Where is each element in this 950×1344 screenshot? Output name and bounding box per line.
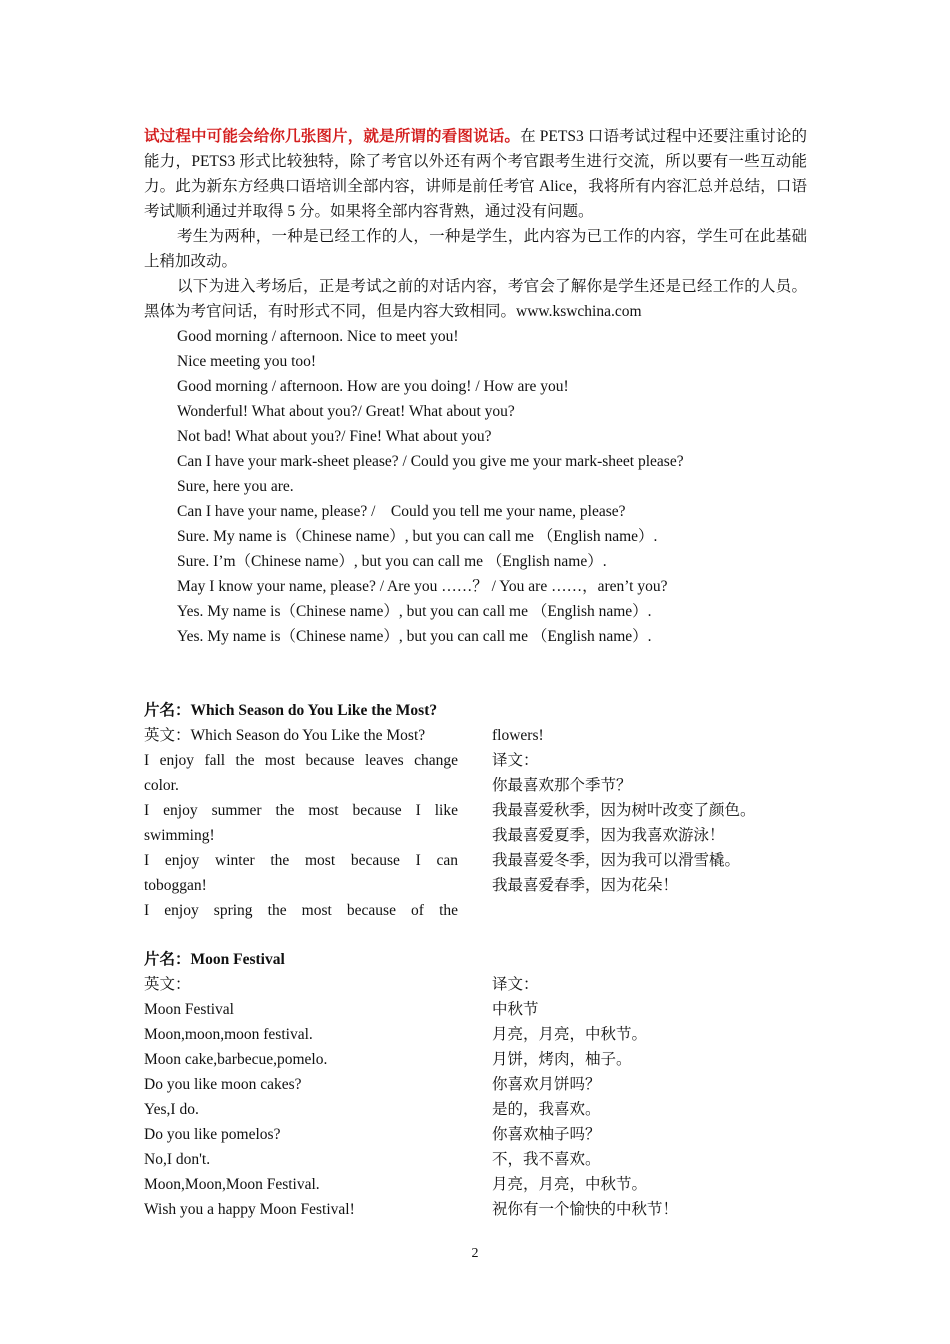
section1-english-label: 英文： (144, 727, 191, 744)
section1-translation-label: 译文： (492, 752, 539, 769)
section2-translation-line: 月亮，月亮，中秋节。 (492, 1176, 648, 1193)
section1-english-heading (144, 723, 458, 748)
section1-title-label: 片名： (144, 702, 191, 719)
dialogue-line: Good morning / afternoon. How are you doing! / How are you! (177, 378, 569, 395)
section1-english-line: I enjoy spring the most because of the (144, 902, 458, 919)
section2-translation-line: 月饼，烤肉，柚子。 (492, 1051, 632, 1068)
section2-english-line: Moon Festival (144, 1001, 234, 1018)
section2-title (144, 947, 285, 972)
dialogue-line: Not bad! What about you?/ Fine! What about you? (177, 428, 492, 445)
intro-paragraph-1 (144, 124, 807, 224)
section1-translation-line: 我最喜爱冬季，因为我可以滑雪橇。 (492, 852, 741, 869)
dialogue-line: Good morning / afternoon. Nice to meet you! (177, 328, 459, 345)
section2-english-line: Moon,Moon,Moon Festival. (144, 1176, 320, 1193)
section1-title-text: Which Season do You Like the Most? (190, 702, 438, 719)
section1-title (144, 698, 437, 723)
section2-english-line: Moon,moon,moon festival. (144, 1026, 313, 1043)
section2-english-line: No,I don't. (144, 1151, 211, 1168)
section1-english-continued: flowers! (492, 727, 544, 744)
section2-english-line: Wish you a happy Moon Festival! (144, 1201, 355, 1218)
section1-english-column (144, 723, 458, 923)
section2-translation-line: 是的，我喜欢。 (492, 1101, 601, 1118)
dialogue-line: Yes. My name is（Chinese name）, but you can call me （English name）. (177, 603, 652, 620)
section1-english-line: color. (144, 777, 179, 794)
section1-english-first: Which Season do You Like the Most? (190, 727, 426, 744)
section2-english-line: Do you like pomelos? (144, 1126, 281, 1143)
section2-translation-label: 译文： (492, 976, 539, 993)
dialogue-list (144, 324, 807, 649)
section2-english-column (144, 972, 458, 1222)
section2-translation-line: 月亮，月亮，中秋节。 (492, 1026, 648, 1043)
dialogue-line: Sure. I’m（Chinese name）, but you can call me （English name）. (177, 553, 607, 570)
section2-translation-line: 你喜欢柚子吗？ (492, 1126, 601, 1143)
section2-title-label: 片名： (144, 951, 191, 968)
dialogue-line: Wonderful! What about you?/ Great! What about you? (177, 403, 515, 420)
section2-translation-line: 不，我不喜欢。 (492, 1151, 601, 1168)
intro-section (144, 124, 807, 649)
section1-english-line: toboggan! (144, 877, 207, 894)
section1-translation-column (492, 723, 812, 898)
dialogue-line: Can I have your name, please? / Could you tell me your name, please? (177, 503, 626, 520)
section1-english-line: I enjoy fall the most because leaves change (144, 752, 458, 769)
section2-title-text: Moon Festival (190, 951, 285, 968)
dialogue-line: Sure, here you are. (177, 478, 294, 495)
intro-paragraph-2: 考生为两种，一种是已经工作的人，一种是学生，此内容为已工作的内容，学生可在此基础上稍加改动。 (144, 228, 807, 270)
section1-translation-line: 我最喜爱春季，因为花朵！ (492, 877, 679, 894)
section2-english-label: 英文： (144, 976, 191, 993)
dialogue-line: Can I have your mark-sheet please? / Could you give me your mark-sheet please? (177, 453, 684, 470)
section2-translation-line: 中秋节 (492, 1001, 539, 1018)
section1-english-line: I enjoy summer the most because I like (144, 802, 458, 819)
dialogue-line: Nice meeting you too! (177, 353, 317, 370)
section1-english-line: I enjoy winter the most because I can (144, 852, 458, 869)
intro-paragraph-3: 以下为进入考场后，正是考试之前的对话内容，考官会了解你是学生还是已经工作的人员。黑体为考官问话，有时形式不同，但是内容大致相同。www.kswchina.com (144, 278, 807, 320)
section2-english-line: Moon cake,barbecue,pomelo. (144, 1051, 328, 1068)
section2-translation-line: 你喜欢月饼吗？ (492, 1076, 601, 1093)
section1-translation-line: 我最喜爱夏季，因为我喜欢游泳！ (492, 827, 725, 844)
section2-translation-line: 祝你有一个愉快的中秋节！ (492, 1201, 679, 1218)
section2-translation-column (492, 972, 812, 1222)
section2-english-line: Do you like moon cakes? (144, 1076, 302, 1093)
dialogue-line: Yes. My name is（Chinese name）, but you can call me （English name）. (177, 628, 652, 645)
section1-translation-line: 你最喜欢那个季节？ (492, 777, 632, 794)
dialogue-line: Sure. My name is（Chinese name）, but you can call me （English name）. (177, 528, 658, 545)
page-number: 2 (471, 1246, 479, 1261)
section1-translation-line: 我最喜爱秋季，因为树叶改变了颜色。 (492, 802, 756, 819)
intro-red-lead: 试过程中可能会给你几张图片，就是所谓的看图说话。 (144, 128, 521, 145)
intro-paragraph-1-text: 在 PETS3 口语考试过程中还要注重讨论的能力，PETS3 形式比较独特，除了考官以外还有两个考官跟考生进行交流，所以要有一些互动能力。此为新东方经典口语培训全部内容，讲师是前任考官 Alice，我将所有内容汇总并总结，口语考试顺利通过并取得 5 分。如果将全部内容背熟，通过没有问题。 (144, 128, 807, 220)
dialogue-line: May I know your name, please? / Are you ……？ / You are ……，aren’t you? (177, 578, 668, 595)
section1-english-line: swimming! (144, 827, 215, 844)
section2-english-line: Yes,I do. (144, 1101, 199, 1118)
